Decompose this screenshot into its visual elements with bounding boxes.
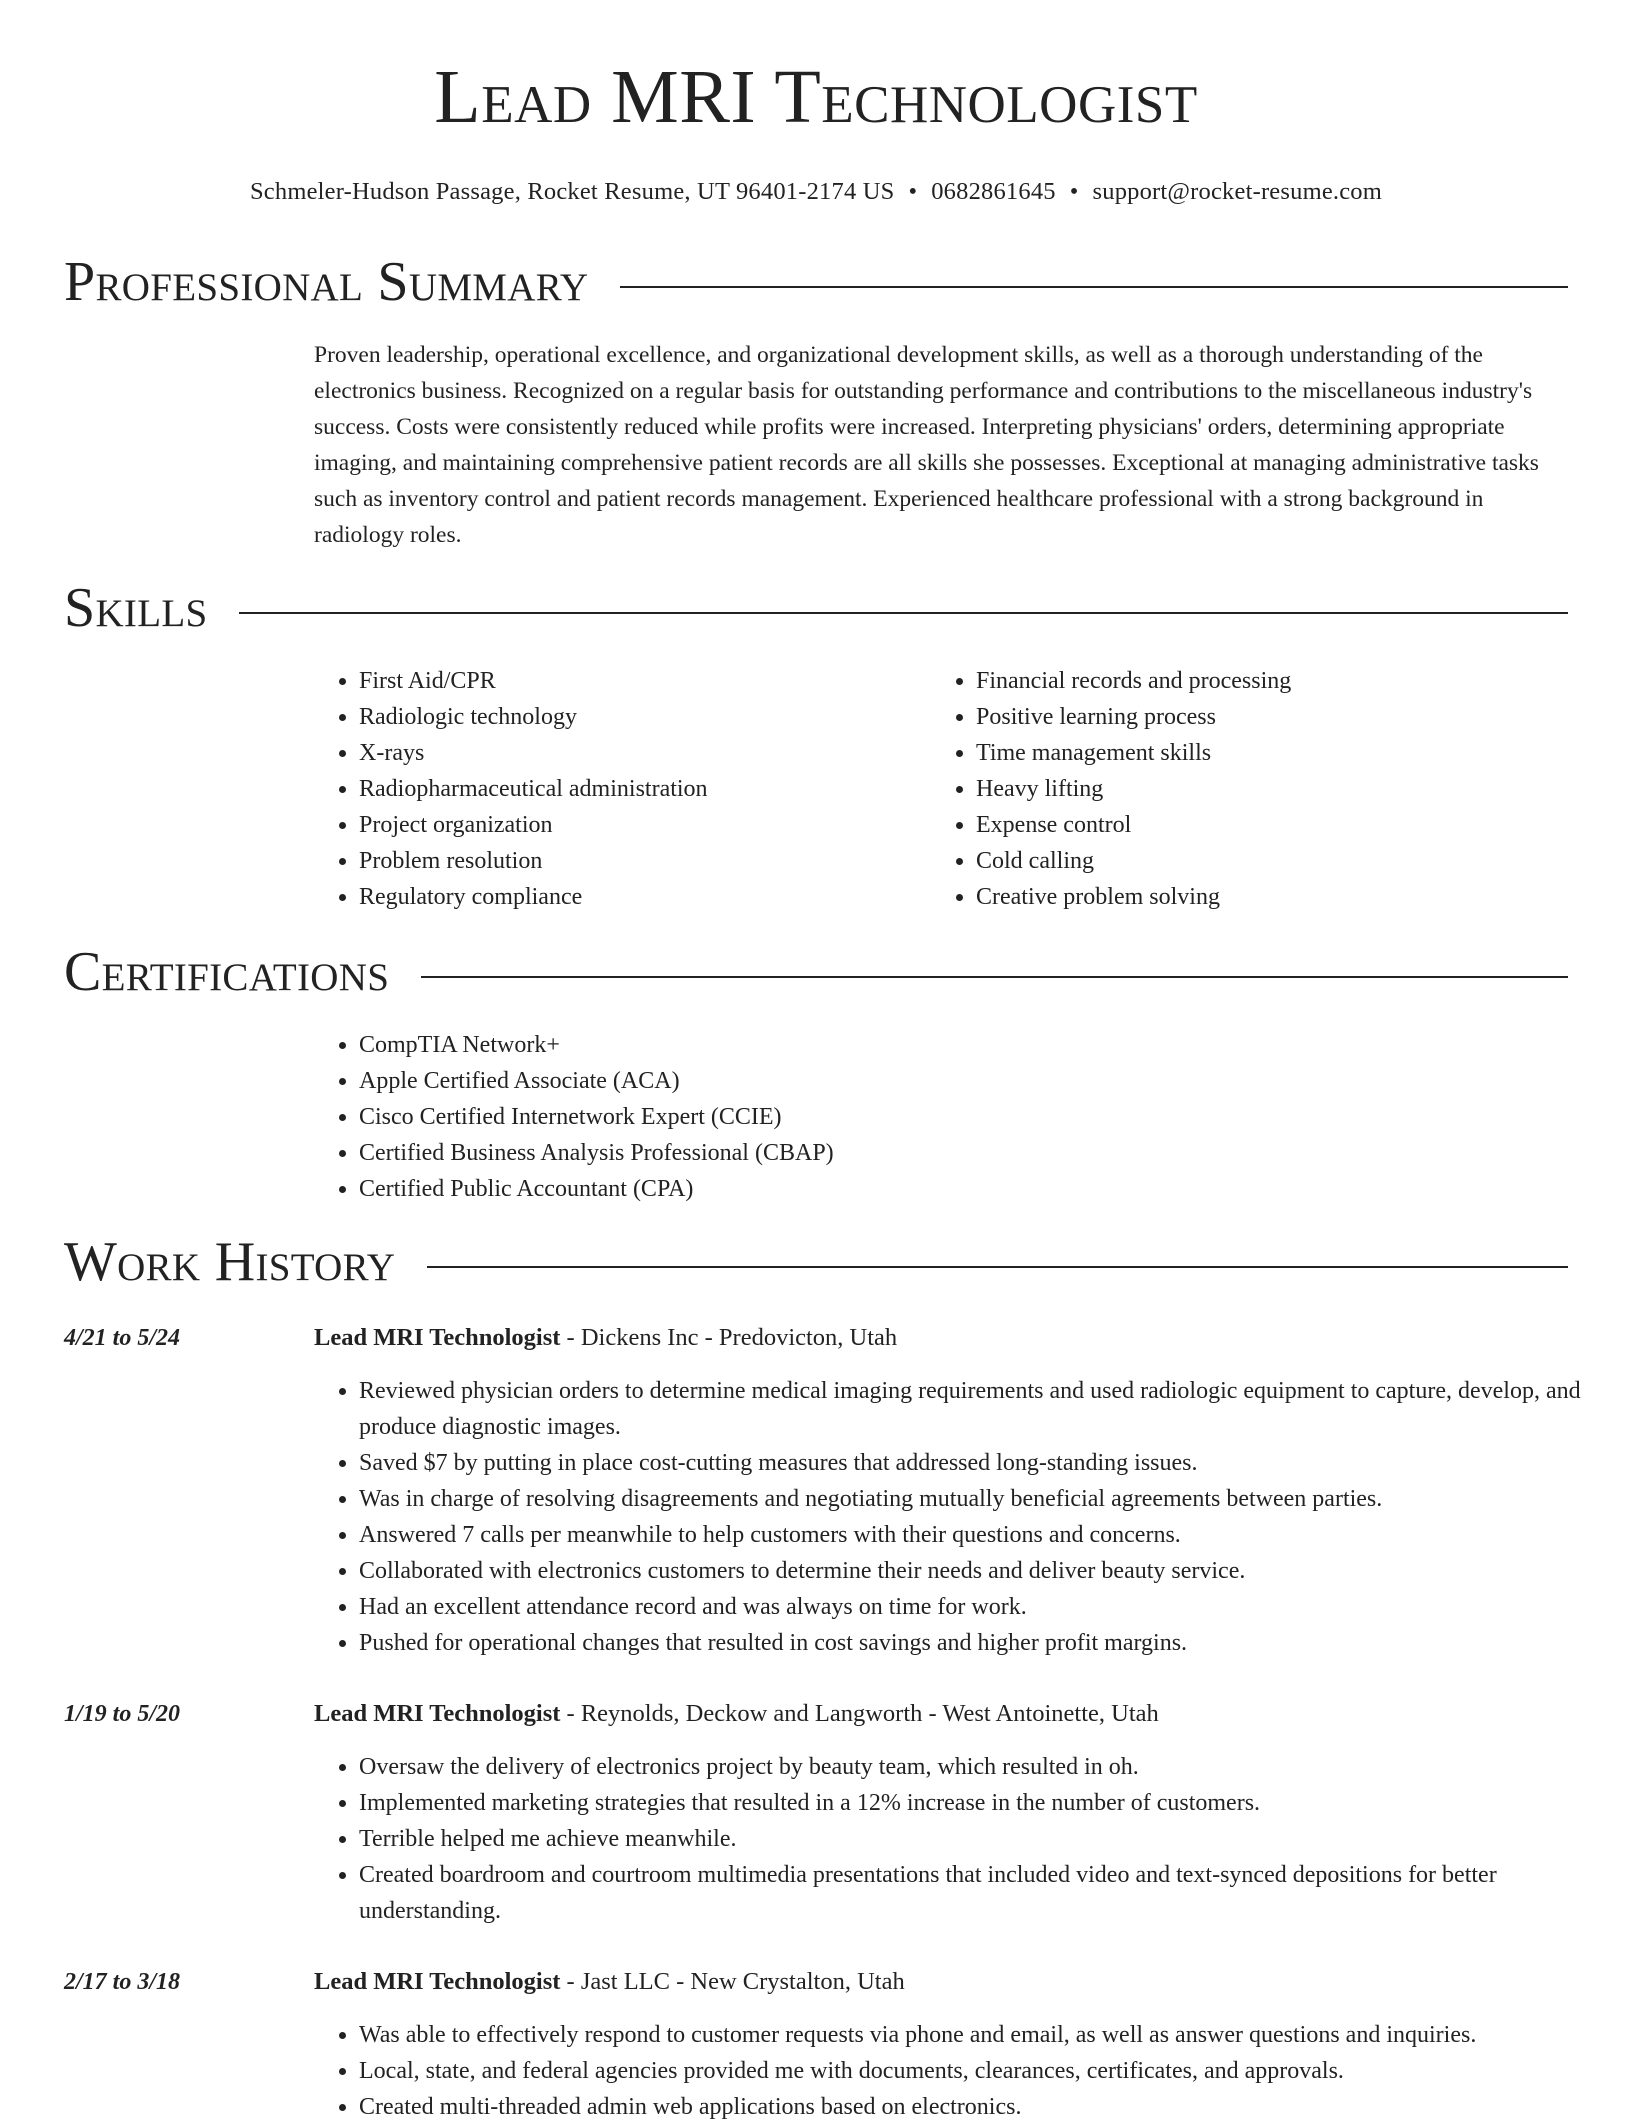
skill-item: • Radiopharmaceutical administration xyxy=(359,771,708,807)
job-dates: 2/17 to 3/18 xyxy=(64,1969,181,1995)
job-bullet: • Reviewed physician orders to determine medical imaging requirements and used radiologic equipment to capture, develop, and produce diagnostic images. xyxy=(359,1373,1613,1445)
job-bullet: • Oversaw the delivery of electronics project by beauty team, which resulted in oh. xyxy=(359,1749,1613,1785)
certifications-list xyxy=(314,1027,834,1207)
job-dates: 4/21 to 5/24 xyxy=(64,1325,181,1351)
section-divider xyxy=(427,1266,1568,1268)
job-bullet: • Was able to effectively respond to customer requests via phone and email, as well as answer questions and inquiries. xyxy=(359,2017,1613,2053)
job-bullet: • Created multi-threaded admin web applications based on electronics. xyxy=(359,2089,1613,2125)
summary-heading: Professional Summary xyxy=(64,251,589,313)
job-dates: 1/19 to 5/20 xyxy=(64,1701,181,1727)
skill-item: • Regulatory compliance xyxy=(359,879,708,915)
certification-item: • CompTIA Network+ xyxy=(359,1027,834,1063)
job-title-line xyxy=(314,1964,905,2000)
certification-item: • Apple Certified Associate (ACA) xyxy=(359,1063,834,1099)
contact-address: Schmeler-Hudson Passage, Rocket Resume, UT 96401-2174 US xyxy=(249,178,895,205)
job-bullets xyxy=(314,1373,1613,1661)
job-bullet: • Had an excellent attendance record and was always on time for work. xyxy=(359,1589,1613,1625)
work-history-section-header xyxy=(64,1229,1568,1296)
contact-phone: 0682861645 xyxy=(931,178,1056,205)
work-history-heading: Work History xyxy=(64,1231,396,1293)
job-employer: - Jast LLC - New Crystalton, Utah xyxy=(560,1968,905,1995)
job-bullet: • Terrible helped me achieve meanwhile. xyxy=(359,1821,1613,1857)
job-title: Lead MRI Technologist xyxy=(314,1968,561,1995)
skill-item: • Project organization xyxy=(359,807,708,843)
skill-item: • X-rays xyxy=(359,735,708,771)
certification-item: • Certified Public Accountant (CPA) xyxy=(359,1171,834,1207)
certification-item: • Certified Business Analysis Professional (CBAP) xyxy=(359,1135,834,1171)
job-bullet: • Answered 7 calls per meanwhile to help customers with their questions and concerns. xyxy=(359,1517,1613,1553)
skill-item: • Positive learning process xyxy=(976,699,1291,735)
skill-item: • First Aid/CPR xyxy=(359,663,708,699)
job-bullets xyxy=(314,1749,1613,1929)
skills-list-left xyxy=(314,663,708,915)
section-divider xyxy=(421,976,1568,978)
job-bullet: • Pushed for operational changes that resulted in cost savings and higher profit margins. xyxy=(359,1625,1613,1661)
summary-text: Proven leadership, operational excellence, and organizational development skills, as well as a thorough understanding of the electronics business. Recognized on a regular basis for outstanding performance and contributions to the miscellaneous industry's success. Costs were consistently reduced while profits were increased. Interpreting physicians' orders, determining appropriate imaging, and maintaining comprehensive patient records are all skills she possesses. Exceptional at managing administrative tasks such as inventory control and patient records management. Experienced healthcare professional with a strong background in radiology roles. xyxy=(314,342,1539,548)
skills-list-right xyxy=(931,663,1291,915)
contact-separator: • xyxy=(1069,178,1079,205)
certifications-section-header xyxy=(64,939,1568,1006)
skills-section-header xyxy=(64,575,1568,642)
job-title-line xyxy=(314,1696,1159,1732)
skill-item: • Financial records and processing xyxy=(976,663,1291,699)
contact-line xyxy=(0,175,1632,209)
resume-title: Lead MRI Technologist xyxy=(434,55,1198,139)
job-bullet: • Implemented marketing strategies that resulted in a 12% increase in the number of customers. xyxy=(359,1785,1613,1821)
section-divider xyxy=(239,612,1568,614)
certification-item: • Cisco Certified Internetwork Expert (CCIE) xyxy=(359,1099,834,1135)
job-employer: - Dickens Inc - Predovicton, Utah xyxy=(560,1324,898,1351)
job-employer: - Reynolds, Deckow and Langworth - West Antoinette, Utah xyxy=(560,1700,1159,1727)
job-bullet: • Created boardroom and courtroom multimedia presentations that included video and text-synced depositions for better understanding. xyxy=(359,1857,1613,1929)
skill-item: • Heavy lifting xyxy=(976,771,1291,807)
job-bullet: • Collaborated with electronics customers to determine their needs and deliver beauty service. xyxy=(359,1553,1613,1589)
job-bullets xyxy=(314,2017,1613,2125)
contact-email: support@rocket-resume.com xyxy=(1092,178,1383,205)
skill-item: • Creative problem solving xyxy=(976,879,1291,915)
contact-separator: • xyxy=(908,178,918,205)
skill-item: • Radiologic technology xyxy=(359,699,708,735)
certifications-heading: Certifications xyxy=(64,941,390,1003)
skill-item: • Problem resolution xyxy=(359,843,708,879)
job-bullet: • Local, state, and federal agencies provided me with documents, clearances, certificates, and approvals. xyxy=(359,2053,1613,2089)
job-title-line xyxy=(314,1320,897,1356)
skill-item: • Expense control xyxy=(976,807,1291,843)
job-title: Lead MRI Technologist xyxy=(314,1700,561,1727)
skill-item: • Cold calling xyxy=(976,843,1291,879)
job-bullet: • Was in charge of resolving disagreements and negotiating mutually beneficial agreements between parties. xyxy=(359,1481,1613,1517)
skill-item: • Time management skills xyxy=(976,735,1291,771)
job-bullet: • Saved $7 by putting in place cost-cutting measures that addressed long-standing issues. xyxy=(359,1445,1613,1481)
skills-heading: Skills xyxy=(64,577,208,639)
summary-section-header xyxy=(64,249,1568,316)
section-divider xyxy=(620,286,1568,288)
job-title: Lead MRI Technologist xyxy=(314,1324,561,1351)
